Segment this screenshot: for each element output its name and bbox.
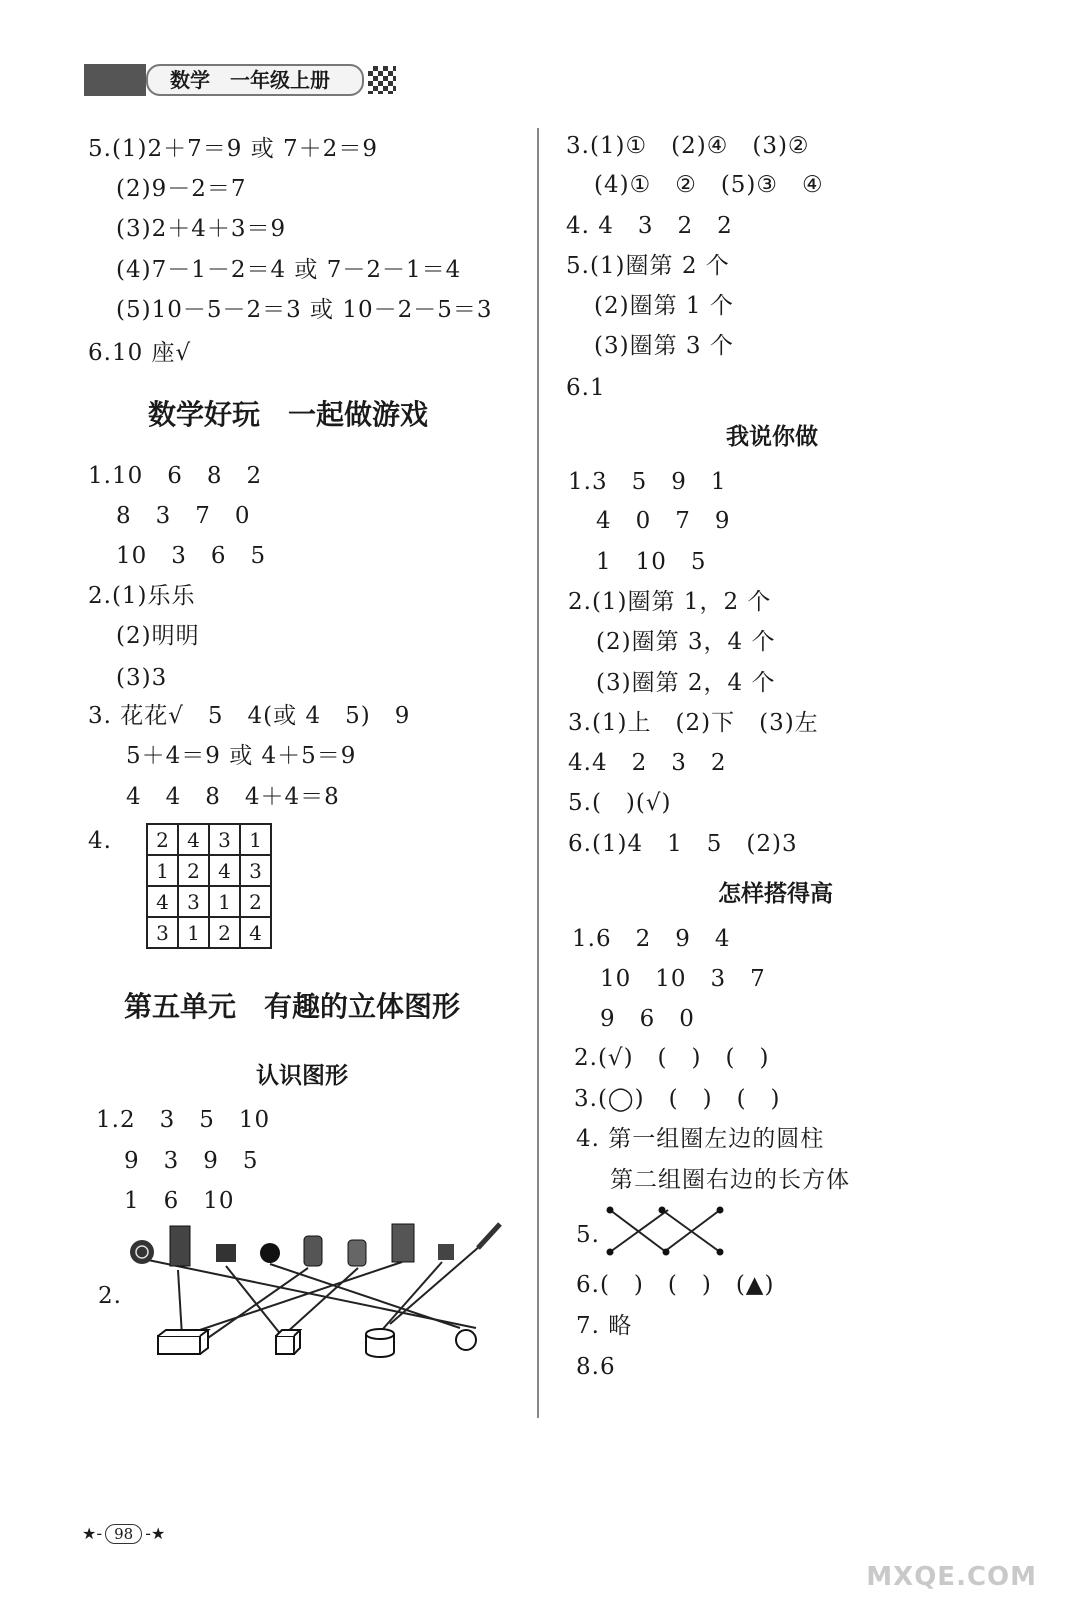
answer-line: 3.(1)① (2)④ (3)② <box>566 133 810 159</box>
small-cube-icon <box>438 1244 454 1260</box>
ball-icon <box>260 1243 280 1263</box>
answer-line: 5.(1)圈第 2 个 <box>566 253 730 279</box>
sphere-shape <box>456 1330 476 1350</box>
answer-line: 5＋4＝9 或 4＋5＝9 <box>126 743 357 769</box>
answer-line: 1 6 10 <box>124 1188 235 1214</box>
answer-line: 5.( )(√) <box>568 790 672 816</box>
answer-line: 10 10 3 7 <box>600 966 766 992</box>
answer-line: (2)明明 <box>116 623 200 649</box>
answer-line: 8.6 <box>576 1354 616 1380</box>
answer-line: (5)10－5－2＝3 或 10－2－5＝3 <box>116 297 493 323</box>
answer-line: 4 0 7 9 <box>596 508 731 534</box>
page-number: 98 <box>105 1524 142 1544</box>
grid-cell: 2 <box>178 855 209 886</box>
crossing-lines-diagram <box>600 1200 730 1260</box>
cuboid-shape <box>158 1330 208 1354</box>
answer-line: 第二组圈右边的长方体 <box>610 1167 850 1193</box>
answer-line: 3. 花花√ 5 4(或 4 5) 9 <box>88 703 411 729</box>
answer-line: 1.2 3 5 10 <box>96 1107 271 1133</box>
star-icon: ★ <box>82 1524 97 1543</box>
page-number-badge: ★- 98 -★ <box>82 1524 166 1543</box>
subsection-title: 怎样搭得高 <box>718 881 833 907</box>
header-bar <box>84 64 146 96</box>
answer-line: (2)9－2＝7 <box>116 176 247 202</box>
answer-line: 6.10 座√ <box>88 340 192 366</box>
answer-line: (4)7－1－2＝4 或 7－2－1＝4 <box>116 257 462 283</box>
answer-line: 5.(1)2＋7＝9 或 7＋2＝9 <box>88 136 378 162</box>
cube-shape <box>276 1330 300 1354</box>
answer-line: (3)圈第 2，4 个 <box>596 670 776 696</box>
cylinder-shape <box>366 1329 394 1357</box>
unit-title: 第五单元 有趣的立体图形 <box>124 990 461 1023</box>
answer-line: 1.3 5 9 1 <box>568 469 727 495</box>
answer-line: 2. <box>98 1283 122 1309</box>
grid-cell: 1 <box>240 824 271 855</box>
answer-line: (2)圈第 1 个 <box>594 293 734 319</box>
subsection-title: 我说你做 <box>726 424 818 450</box>
answer-line: 5. <box>576 1222 600 1248</box>
grid-cell: 4 <box>178 824 209 855</box>
answer-line: 2.(1)圈第 1，2 个 <box>568 589 772 615</box>
answer-line: 6.( ) ( ) (▲) <box>576 1272 775 1298</box>
answer-line: 10 3 6 5 <box>116 543 267 569</box>
grid-cell: 4 <box>209 855 240 886</box>
grid-cell: 1 <box>147 855 178 886</box>
number-grid <box>146 823 272 949</box>
tall-box-icon <box>170 1226 190 1266</box>
answer-line: 4.4 2 3 2 <box>568 750 727 776</box>
can-icon <box>304 1236 322 1266</box>
pencil-icon <box>478 1224 500 1248</box>
answer-line: 1 10 5 <box>596 549 707 575</box>
grid-cell: 2 <box>147 824 178 855</box>
answer-line: 1.10 6 8 2 <box>88 463 263 489</box>
grid-cell: 4 <box>147 886 178 917</box>
grid-cell: 2 <box>209 917 240 948</box>
answer-line: 3.(1)上 (2)下 (3)左 <box>568 710 819 736</box>
section-title: 数学好玩 一起做游戏 <box>148 398 429 431</box>
answer-line: 9 6 0 <box>600 1006 695 1032</box>
answer-line: 2.(1)乐乐 <box>88 583 196 609</box>
sphere-ball-icon <box>130 1240 154 1264</box>
answer-line: (3)2＋4＋3＝9 <box>116 216 287 242</box>
grid-cell: 1 <box>209 886 240 917</box>
answer-line: 6.1 <box>566 375 606 401</box>
answer-line: (3)圈第 3 个 <box>594 333 734 359</box>
grid-cell: 4 <box>240 917 271 948</box>
header-title: 数学 一年级上册 <box>146 64 364 96</box>
matching-diagram <box>120 1218 520 1368</box>
answer-line: (3)3 <box>116 665 168 691</box>
answer-line: (4)① ② (5)③ ④ <box>594 172 824 198</box>
answer-line: 4. 4 3 2 2 <box>566 213 733 239</box>
grid-cell: 2 <box>240 886 271 917</box>
grid-cell: 3 <box>240 855 271 886</box>
answer-line: 6.(1)4 1 5 (2)3 <box>568 831 798 857</box>
grid-cell: 3 <box>209 824 240 855</box>
cube-icon <box>216 1244 236 1262</box>
watermark: MXQE.COM <box>866 1562 1037 1592</box>
cylinder-icon <box>348 1240 366 1266</box>
grid-cell: 1 <box>178 917 209 948</box>
checker-decoration <box>368 66 396 94</box>
box-icon <box>392 1224 414 1262</box>
answer-line: 1.6 2 9 4 <box>572 926 731 952</box>
grid-cell: 3 <box>178 886 209 917</box>
answer-line: 8 3 7 0 <box>116 503 251 529</box>
answer-line: 9 3 9 5 <box>124 1148 259 1174</box>
grid-cell: 3 <box>147 917 178 948</box>
answer-line: (2)圈第 3，4 个 <box>596 629 776 655</box>
answer-line: 7. 略 <box>576 1313 633 1339</box>
answer-line: 4 4 8 4＋4＝8 <box>126 784 340 810</box>
answer-line: 2.(√) ( ) ( ) <box>574 1045 770 1071</box>
column-divider <box>537 128 539 1418</box>
star-icon: ★ <box>151 1524 166 1543</box>
answer-line: 4. <box>88 828 112 854</box>
answer-line: 4. 第一组圈左边的圆柱 <box>576 1126 825 1152</box>
subsection-title: 认识图形 <box>256 1063 348 1089</box>
answer-line: 3.(◯) ( ) ( ) <box>574 1086 781 1112</box>
